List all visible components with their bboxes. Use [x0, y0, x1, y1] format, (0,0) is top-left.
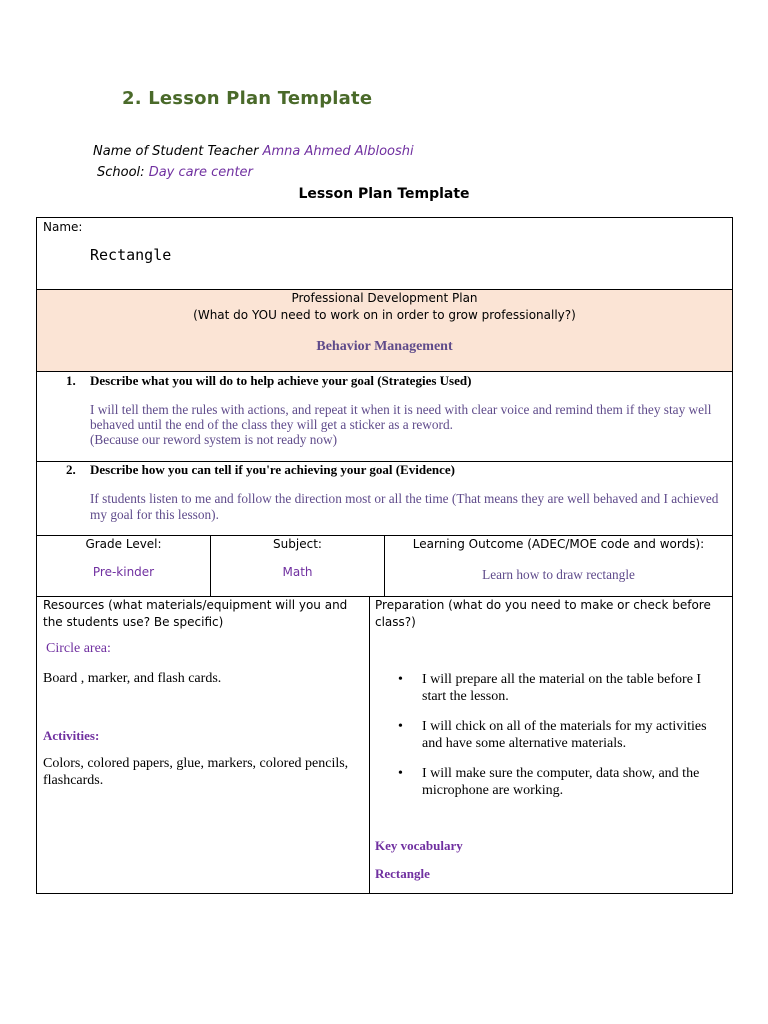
subject-value: Math: [282, 565, 313, 579]
preparation-item: • I will prepare all the material on the table before I start the lesson.: [376, 671, 726, 705]
preparation-label-rest: (what do you need to make or check before class?): [375, 598, 711, 629]
preparation-item: • I will chick on all of the materials for my activities and have some alternative materials.: [376, 718, 726, 752]
preparation-cell: [369, 596, 733, 894]
document-heading: 2. Lesson Plan Template: [122, 88, 373, 109]
circle-area-title: Circle area:: [46, 641, 111, 656]
key-vocabulary-word: Rectangle: [375, 866, 430, 881]
student-teacher-name: Amna Ahmed Alblooshi: [262, 144, 414, 159]
grade-cell: [36, 535, 211, 597]
preparation-label: [375, 597, 725, 631]
name-section: [36, 217, 733, 290]
evidence-answer: If students listen to me and follow the direction most or all the time (That means they are well behaved and I achieved my goal for this lesson).: [90, 491, 719, 522]
grade-value: Pre-kinder: [92, 565, 155, 579]
name-label: Name:: [43, 220, 83, 234]
activities-title: Activities:: [43, 728, 100, 743]
circle-area-text: Board , marker, and flash cards.: [43, 671, 222, 686]
strategies-section: [36, 371, 733, 462]
preparation-label-bold: Preparation: [375, 598, 445, 612]
school-line: [97, 165, 253, 180]
pd-plan-goal: Behavior Management: [316, 339, 453, 354]
strategies-note: (Because our reword system is not ready now): [90, 432, 338, 447]
strategies-prompt: Describe what you will do to help achieve your goal (Strategies Used): [90, 373, 472, 388]
strategies-answer: I will tell them the rules with actions, and repeat it when it is need with clear voice and remind them if they stay well behaved until the end of the class they will get a sticker as a reword.: [90, 402, 712, 432]
strategies-number: 1.: [66, 373, 76, 388]
student-teacher-label: Name of Student Teacher: [93, 144, 259, 159]
outcome-label: Learning Outcome (ADEC/MOE code and words):: [412, 537, 705, 551]
evidence-number: 2.: [66, 462, 76, 477]
outcome-cell: [384, 535, 733, 597]
lesson-name: Rectangle: [90, 246, 172, 264]
preparation-list: [376, 671, 726, 812]
template-subtitle: Lesson Plan Template: [298, 186, 470, 202]
grade-label: Grade Level:: [85, 537, 162, 551]
student-teacher-line: [93, 144, 414, 159]
school-label: School:: [97, 165, 145, 180]
school-name: Day care center: [148, 165, 253, 180]
resources-label-bold: Resources: [43, 598, 105, 612]
outcome-value: Learn how to draw rectangle: [482, 567, 635, 582]
evidence-prompt: Describe how you can tell if you're achieving your goal (Evidence): [90, 462, 455, 477]
pd-plan-question: (What do YOU need to work on in order to grow professionally?): [193, 308, 576, 322]
subject-cell: [210, 535, 385, 597]
evidence-section: [36, 461, 733, 536]
resources-label: [43, 597, 363, 631]
activities-text: Colors, colored papers, glue, markers, colored pencils, flashcards.: [43, 756, 349, 788]
preparation-item: • I will make sure the computer, data show, and the microphone are working.: [376, 765, 726, 799]
resources-label-rest: (what materials/equipment will you and the students use? Be specific): [43, 598, 348, 629]
key-vocabulary-title: Key vocabulary: [375, 838, 463, 853]
subject-label: Subject:: [273, 537, 322, 551]
resources-cell: [36, 596, 370, 894]
pd-plan-title: Professional Development Plan: [291, 291, 478, 305]
pd-plan-section: [36, 289, 733, 372]
